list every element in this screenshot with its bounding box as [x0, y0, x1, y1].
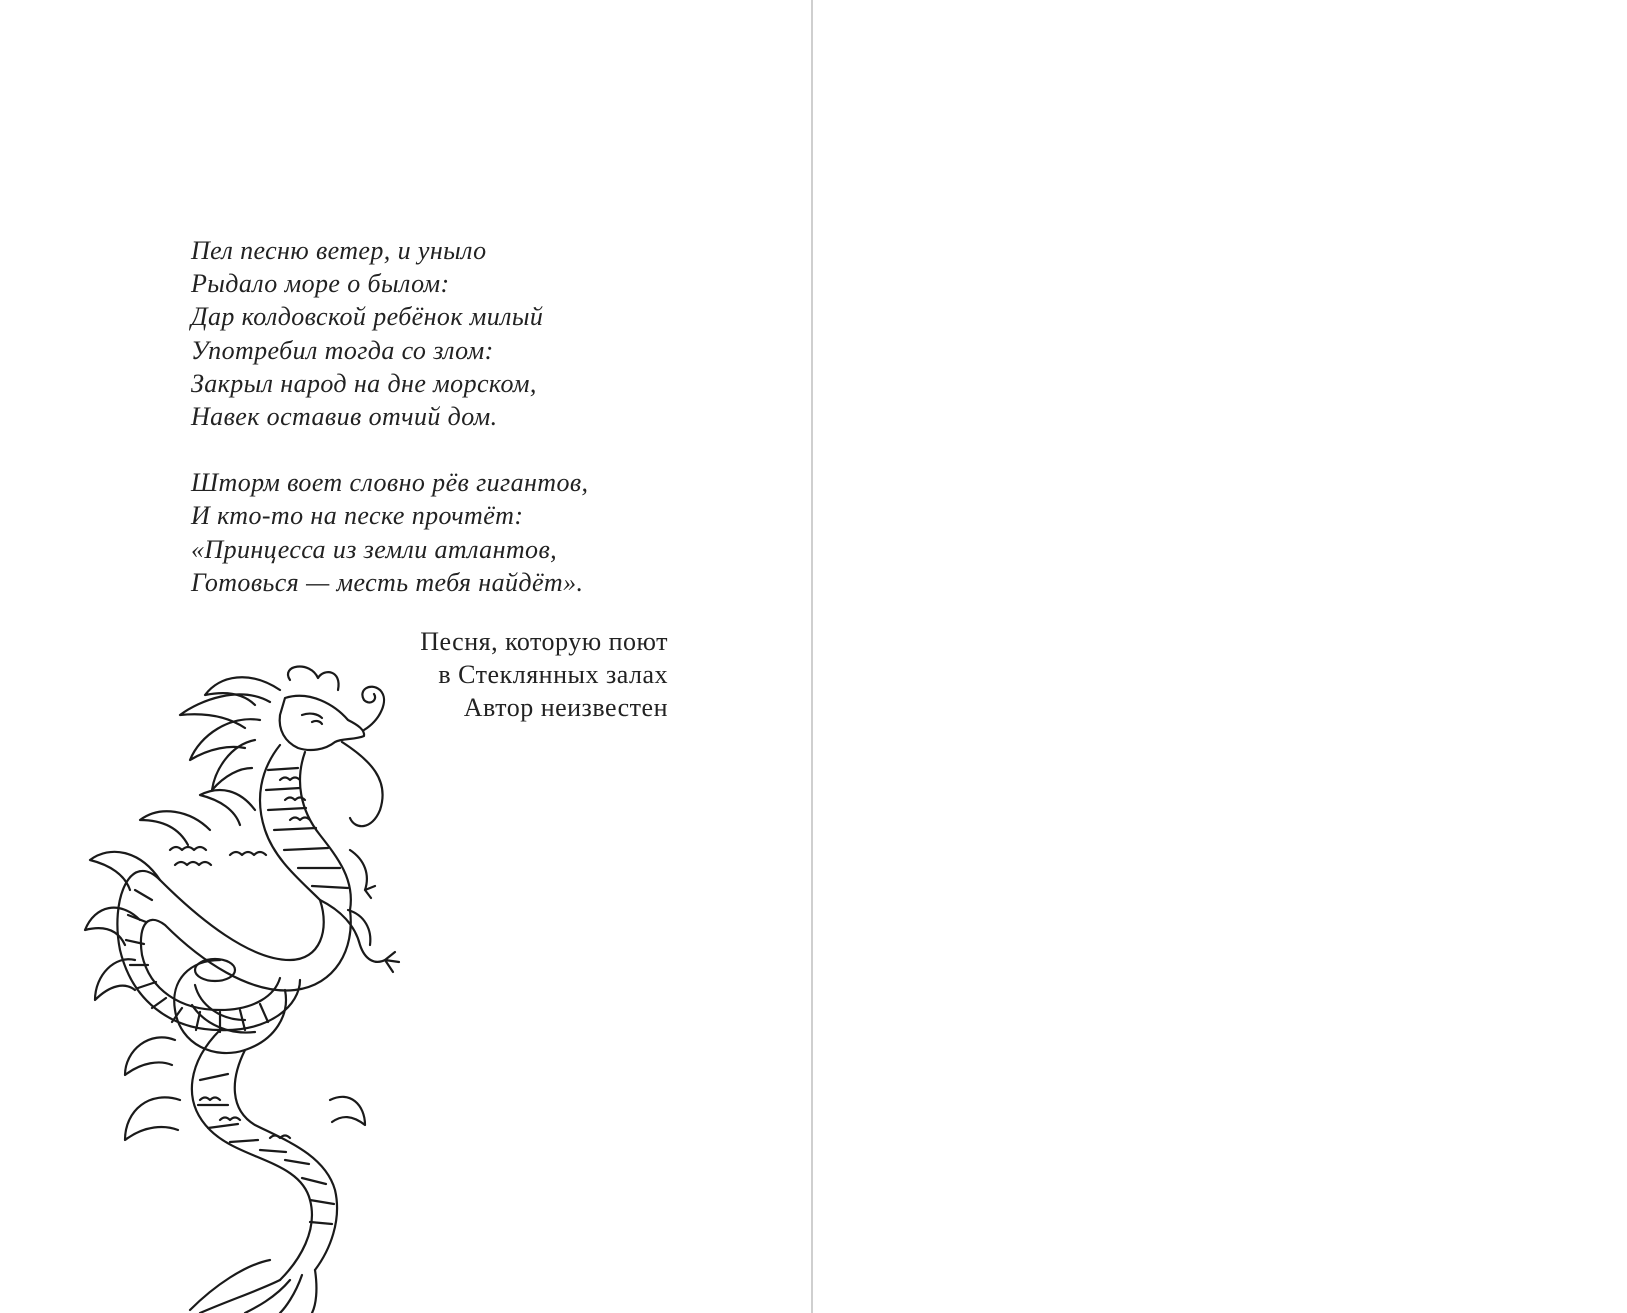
dragon-illustration [80, 660, 410, 1313]
attribution-line: Автор неизвестен [463, 693, 668, 722]
poem-stanza-1 [191, 234, 751, 433]
poem-line: Дар колдовской ребёнок милый [191, 302, 544, 332]
poem-line: Пел песню ветер, и уныло [191, 236, 487, 265]
poem-line: И кто-то на песке прочтёт: [191, 501, 524, 531]
attribution-line: в Стеклянных залах [438, 660, 668, 689]
poem-line: «Принцесса из земли атлантов, [191, 534, 558, 564]
poem-line: Готовься — месть тебя найдёт». [191, 567, 584, 597]
poem-line: Закрыл народ на дне морском, [191, 368, 537, 398]
right-page [813, 0, 1627, 1313]
left-page [0, 0, 812, 1313]
poem [191, 234, 751, 632]
poem-line: Употребил тогда со злом: [191, 335, 494, 365]
poem-line: Навек оставив отчий дом. [191, 402, 498, 432]
poem-line: Шторм воет словно рёв гигантов, [191, 468, 589, 498]
poem-stanza-2 [191, 466, 751, 599]
poem-line: Рыдало море о былом: [191, 269, 450, 299]
attribution-line: Песня, которую поют [420, 627, 668, 656]
